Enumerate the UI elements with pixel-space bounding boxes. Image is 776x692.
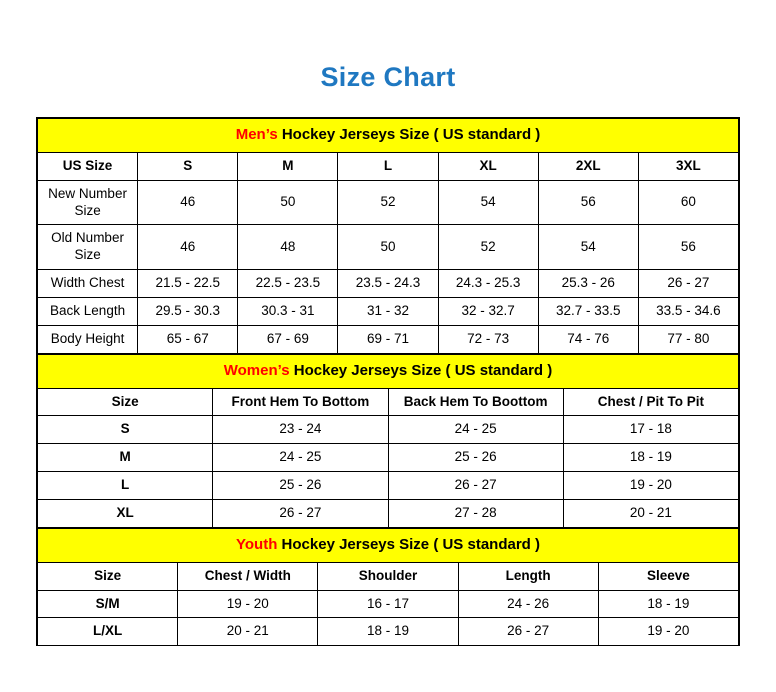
- womens-band-rest: Hockey Jerseys Size ( US standard ): [289, 361, 553, 379]
- table-row: [38, 325, 739, 353]
- table-cell: 25 - 26: [388, 444, 563, 472]
- col-header: XL: [438, 152, 538, 180]
- col-header: Chest / Pit To Pit: [563, 388, 738, 416]
- col-header: Length: [458, 562, 598, 590]
- table-header-row: [38, 152, 739, 180]
- table-cell: 19 - 20: [178, 590, 318, 618]
- womens-size-table: [37, 354, 739, 528]
- table-cell: 17 - 18: [563, 416, 738, 444]
- size-chart: [36, 117, 740, 646]
- table-cell: 48: [238, 225, 338, 270]
- youth-size-table: [37, 528, 739, 646]
- table-cell: 52: [438, 225, 538, 270]
- womens-band: [38, 354, 739, 388]
- row-header: S: [38, 416, 213, 444]
- table-cell: 56: [538, 180, 638, 225]
- table-cell: 67 - 69: [238, 325, 338, 353]
- table-cell: 23 - 24: [213, 416, 388, 444]
- table-row: [38, 444, 739, 472]
- row-header: New Number Size: [38, 180, 138, 225]
- col-header: M: [238, 152, 338, 180]
- table-cell: 21.5 - 22.5: [138, 270, 238, 298]
- table-row: [38, 618, 739, 646]
- col-header: 3XL: [638, 152, 738, 180]
- womens-band-accent: Women’s: [223, 361, 290, 379]
- section-band-row: [38, 119, 739, 153]
- table-cell: 26 - 27: [638, 270, 738, 298]
- table-cell: 54: [438, 180, 538, 225]
- col-header: S: [138, 152, 238, 180]
- youth-band: [38, 528, 739, 562]
- table-cell: 19 - 20: [563, 472, 738, 500]
- table-row: [38, 298, 739, 326]
- table-cell: 24 - 25: [388, 416, 563, 444]
- table-cell: 26 - 27: [388, 472, 563, 500]
- table-cell: 69 - 71: [338, 325, 438, 353]
- table-cell: 24.3 - 25.3: [438, 270, 538, 298]
- table-cell: 60: [638, 180, 738, 225]
- row-header: S/M: [38, 590, 178, 618]
- youth-band-rest: Hockey Jerseys Size ( US standard ): [277, 535, 540, 553]
- table-cell: 19 - 20: [598, 618, 738, 646]
- table-cell: 74 - 76: [538, 325, 638, 353]
- row-header: L/XL: [38, 618, 178, 646]
- table-cell: 29.5 - 30.3: [138, 298, 238, 326]
- table-cell: 65 - 67: [138, 325, 238, 353]
- table-row: [38, 472, 739, 500]
- col-header: US Size: [38, 152, 138, 180]
- col-header: Sleeve: [598, 562, 738, 590]
- table-cell: 50: [338, 225, 438, 270]
- table-cell: 52: [338, 180, 438, 225]
- table-cell: 26 - 27: [213, 500, 388, 528]
- table-cell: 31 - 32: [338, 298, 438, 326]
- mens-band-accent: Men’s: [235, 126, 278, 143]
- mens-band-rest: Hockey Jerseys Size ( US standard ): [277, 126, 541, 143]
- table-row: [38, 500, 739, 528]
- table-row: [38, 180, 739, 225]
- table-row: [38, 590, 739, 618]
- table-cell: 22.5 - 23.5: [238, 270, 338, 298]
- row-header: L: [38, 472, 213, 500]
- row-header: Body Height: [38, 325, 138, 353]
- col-header: 2XL: [538, 152, 638, 180]
- table-cell: 24 - 26: [458, 590, 598, 618]
- table-cell: 18 - 19: [563, 444, 738, 472]
- table-cell: 25.3 - 26: [538, 270, 638, 298]
- row-header: M: [38, 444, 213, 472]
- table-cell: 24 - 25: [213, 444, 388, 472]
- col-header: L: [338, 152, 438, 180]
- table-row: [38, 270, 739, 298]
- row-header: XL: [38, 500, 213, 528]
- table-cell: 26 - 27: [458, 618, 598, 646]
- row-header: Old Number Size: [38, 225, 138, 270]
- table-cell: 50: [238, 180, 338, 225]
- table-cell: 54: [538, 225, 638, 270]
- row-header: Width Chest: [38, 270, 138, 298]
- table-cell: 16 - 17: [318, 590, 458, 618]
- col-header: Back Hem To Boottom: [388, 388, 563, 416]
- section-band-row: [38, 528, 739, 562]
- table-cell: 18 - 19: [318, 618, 458, 646]
- table-cell: 23.5 - 24.3: [338, 270, 438, 298]
- col-header: Size: [38, 562, 178, 590]
- col-header: Chest / Width: [178, 562, 318, 590]
- table-cell: 18 - 19: [598, 590, 738, 618]
- table-row: [38, 225, 739, 270]
- section-band-row: [38, 354, 739, 388]
- table-cell: 32.7 - 33.5: [538, 298, 638, 326]
- col-header: Shoulder: [318, 562, 458, 590]
- table-cell: 32 - 32.7: [438, 298, 538, 326]
- youth-band-accent: Youth: [236, 535, 278, 553]
- col-header: Size: [38, 388, 213, 416]
- table-cell: 72 - 73: [438, 325, 538, 353]
- table-header-row: [38, 388, 739, 416]
- mens-band: [38, 119, 739, 153]
- table-cell: 46: [138, 180, 238, 225]
- table-cell: 77 - 80: [638, 325, 738, 353]
- table-header-row: [38, 562, 739, 590]
- row-header: Back Length: [38, 298, 138, 326]
- table-cell: 25 - 26: [213, 472, 388, 500]
- page-title: Size Chart: [320, 62, 456, 92]
- table-cell: 27 - 28: [388, 500, 563, 528]
- table-cell: 30.3 - 31: [238, 298, 338, 326]
- col-header: Front Hem To Bottom: [213, 388, 388, 416]
- table-row: [38, 416, 739, 444]
- table-cell: 20 - 21: [563, 500, 738, 528]
- table-cell: 20 - 21: [178, 618, 318, 646]
- mens-size-table: [37, 118, 739, 354]
- table-cell: 46: [138, 225, 238, 270]
- table-cell: 56: [638, 225, 738, 270]
- table-cell: 33.5 - 34.6: [638, 298, 738, 326]
